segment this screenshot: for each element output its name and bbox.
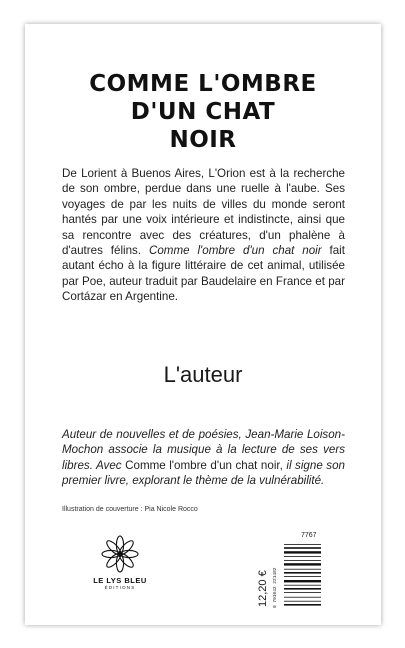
barcode-digits: 9 791042 221482 [273,567,278,608]
barcode-bar [284,560,321,561]
barcode-bar [284,551,321,553]
barcode-bar [284,547,321,549]
bio-text-2: il signe son premier livre, explorant le thème de la vulnérabilité. [62,458,345,488]
bio-text-1: Auteur de nouvelles et de poésies, Jean-Marie Loison-Mochon associe la musique à la lecture de ses vers libres. Avec [62,428,345,472]
barcode-bar [284,585,321,586]
barcode-bar [284,580,321,582]
publisher-subtitle: ÉDITIONS [104,585,136,590]
book-summary [62,166,345,305]
summary-book-title: Comme l'ombre d'un chat noir [148,244,322,258]
publisher-logo [80,534,160,590]
author-heading: L'auteur [163,362,243,387]
illustration-credit: Illustration de couverture : Pia Nicole Rocco [62,506,198,513]
barcode-bar [284,544,321,545]
isbn-barcode [273,542,323,608]
barcode-bar [284,597,321,598]
title-line-2: D'UN CHAT [130,99,276,125]
barcode-bar [284,576,321,577]
title-line-3: NOIR [169,127,237,153]
book-title [25,70,381,154]
barcode-bar [284,588,321,590]
author-bio [62,427,345,489]
publisher-name: LE LYS BLEU [93,576,147,585]
price-label: 12,20 € [257,570,269,608]
title-line-1: COMME L'OMBRE [89,71,317,97]
summary-text-1: De Lorient à Buenos Aires, L'Orion est à la recherche de son ombre, perdue dans une ruelle à l'aube. Ses voyages de par les nuits de villes du monde seront hantés par une voix intérieure et indistincte, ainsi que sa rencontre avec des créatures, d'un phalène à d'autres félins. [62,167,345,258]
barcode-bar [284,572,321,574]
barcode-bar [284,569,321,570]
bio-book-title: Comme l'ombre d'un chat noir, [125,458,283,472]
barcode-bar [284,556,321,557]
product-code: 7767 [301,532,317,539]
barcode-bar [284,604,321,606]
lily-flower-icon [100,534,140,574]
barcode-bar [284,592,321,593]
summary-text-2: fait autant écho à la figure littéraire de cet animal, utilisée par Poe, auteur traduit par Baudelaire en France et par Cortázar en Argentine. [62,244,345,304]
book-back-cover [25,24,381,625]
barcode-bar [284,563,321,565]
barcode-bar [284,601,321,602]
